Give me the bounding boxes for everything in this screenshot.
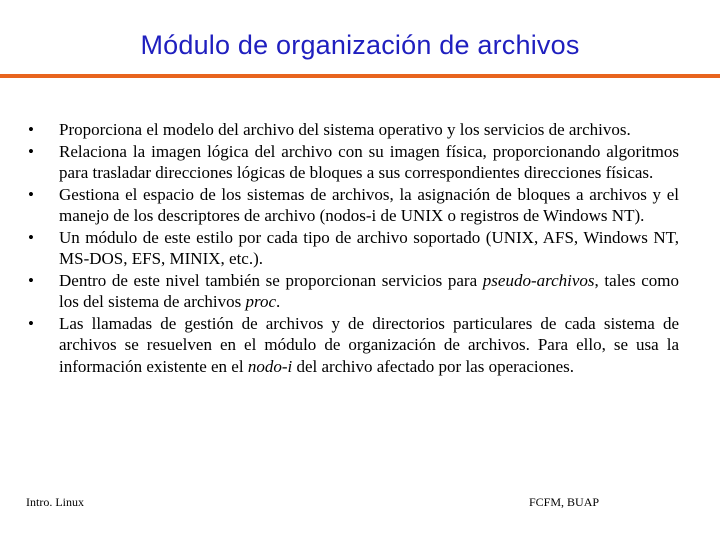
bullet-marker: • [28,120,34,139]
bullet-item [28,313,679,378]
bullet-text: Un módulo de este estilo por cada tipo de archivo soportado (UNIX, AFS, Windows NT, MS-DOS, EFS, MINIX, etc.). [59,227,679,268]
bullet-emphasis-text: pseudo-archivos [482,270,595,290]
title-underline [0,74,720,78]
bullet-text: . [276,292,281,311]
bullet-text: Las llamadas de gestión de archivos y de directorios particulares de cada sistema de archivos se resuelven en el módulo de organización de archivos. Para ello, se usa la información existente en el [59,313,679,376]
bullet-marker: • [28,184,34,204]
bullet-marker: • [28,270,34,290]
bullet-item [28,184,679,227]
bullet-text: Relaciona la imagen lógica del archivo con su imagen física, proporcionando algoritmos para trasladar direcciones lógicas de bloques a sus correspondientes direcciones físicas. [59,141,679,182]
bullet-list [28,119,679,377]
bullet-text: del archivo afectado por las operaciones. [292,356,575,376]
bullet-text: Dentro de este nivel también se proporcionan servicios para [59,270,483,290]
bullet-text: Proporciona el modelo del archivo del sistema operativo y los servicios de archivos. [59,120,631,139]
bullet-item [28,270,679,313]
bullet-item [28,227,679,270]
bullet-emphasis-text: proc [245,292,277,311]
slide-title: Módulo de organización de archivos [140,30,580,60]
footer-right-text: FCFM, BUAP [529,495,600,509]
footer-left-text: Intro. Linux [26,495,84,509]
bullet-item [28,119,679,141]
bullet-emphasis-text: nodo-i [247,356,293,376]
bullet-marker: • [28,313,34,333]
bullet-marker: • [28,141,34,161]
bullet-item [28,141,679,184]
bullet-text: , tales como los del sistema de archivos [59,270,680,311]
bullet-text: Gestiona el espacio de los sistemas de archivos, la asignación de bloques a archivos y el manejo de los descriptores de archivo (nodos-i de UNIX o registros de Windows NT). [59,184,679,225]
bullet-marker: • [28,227,34,247]
